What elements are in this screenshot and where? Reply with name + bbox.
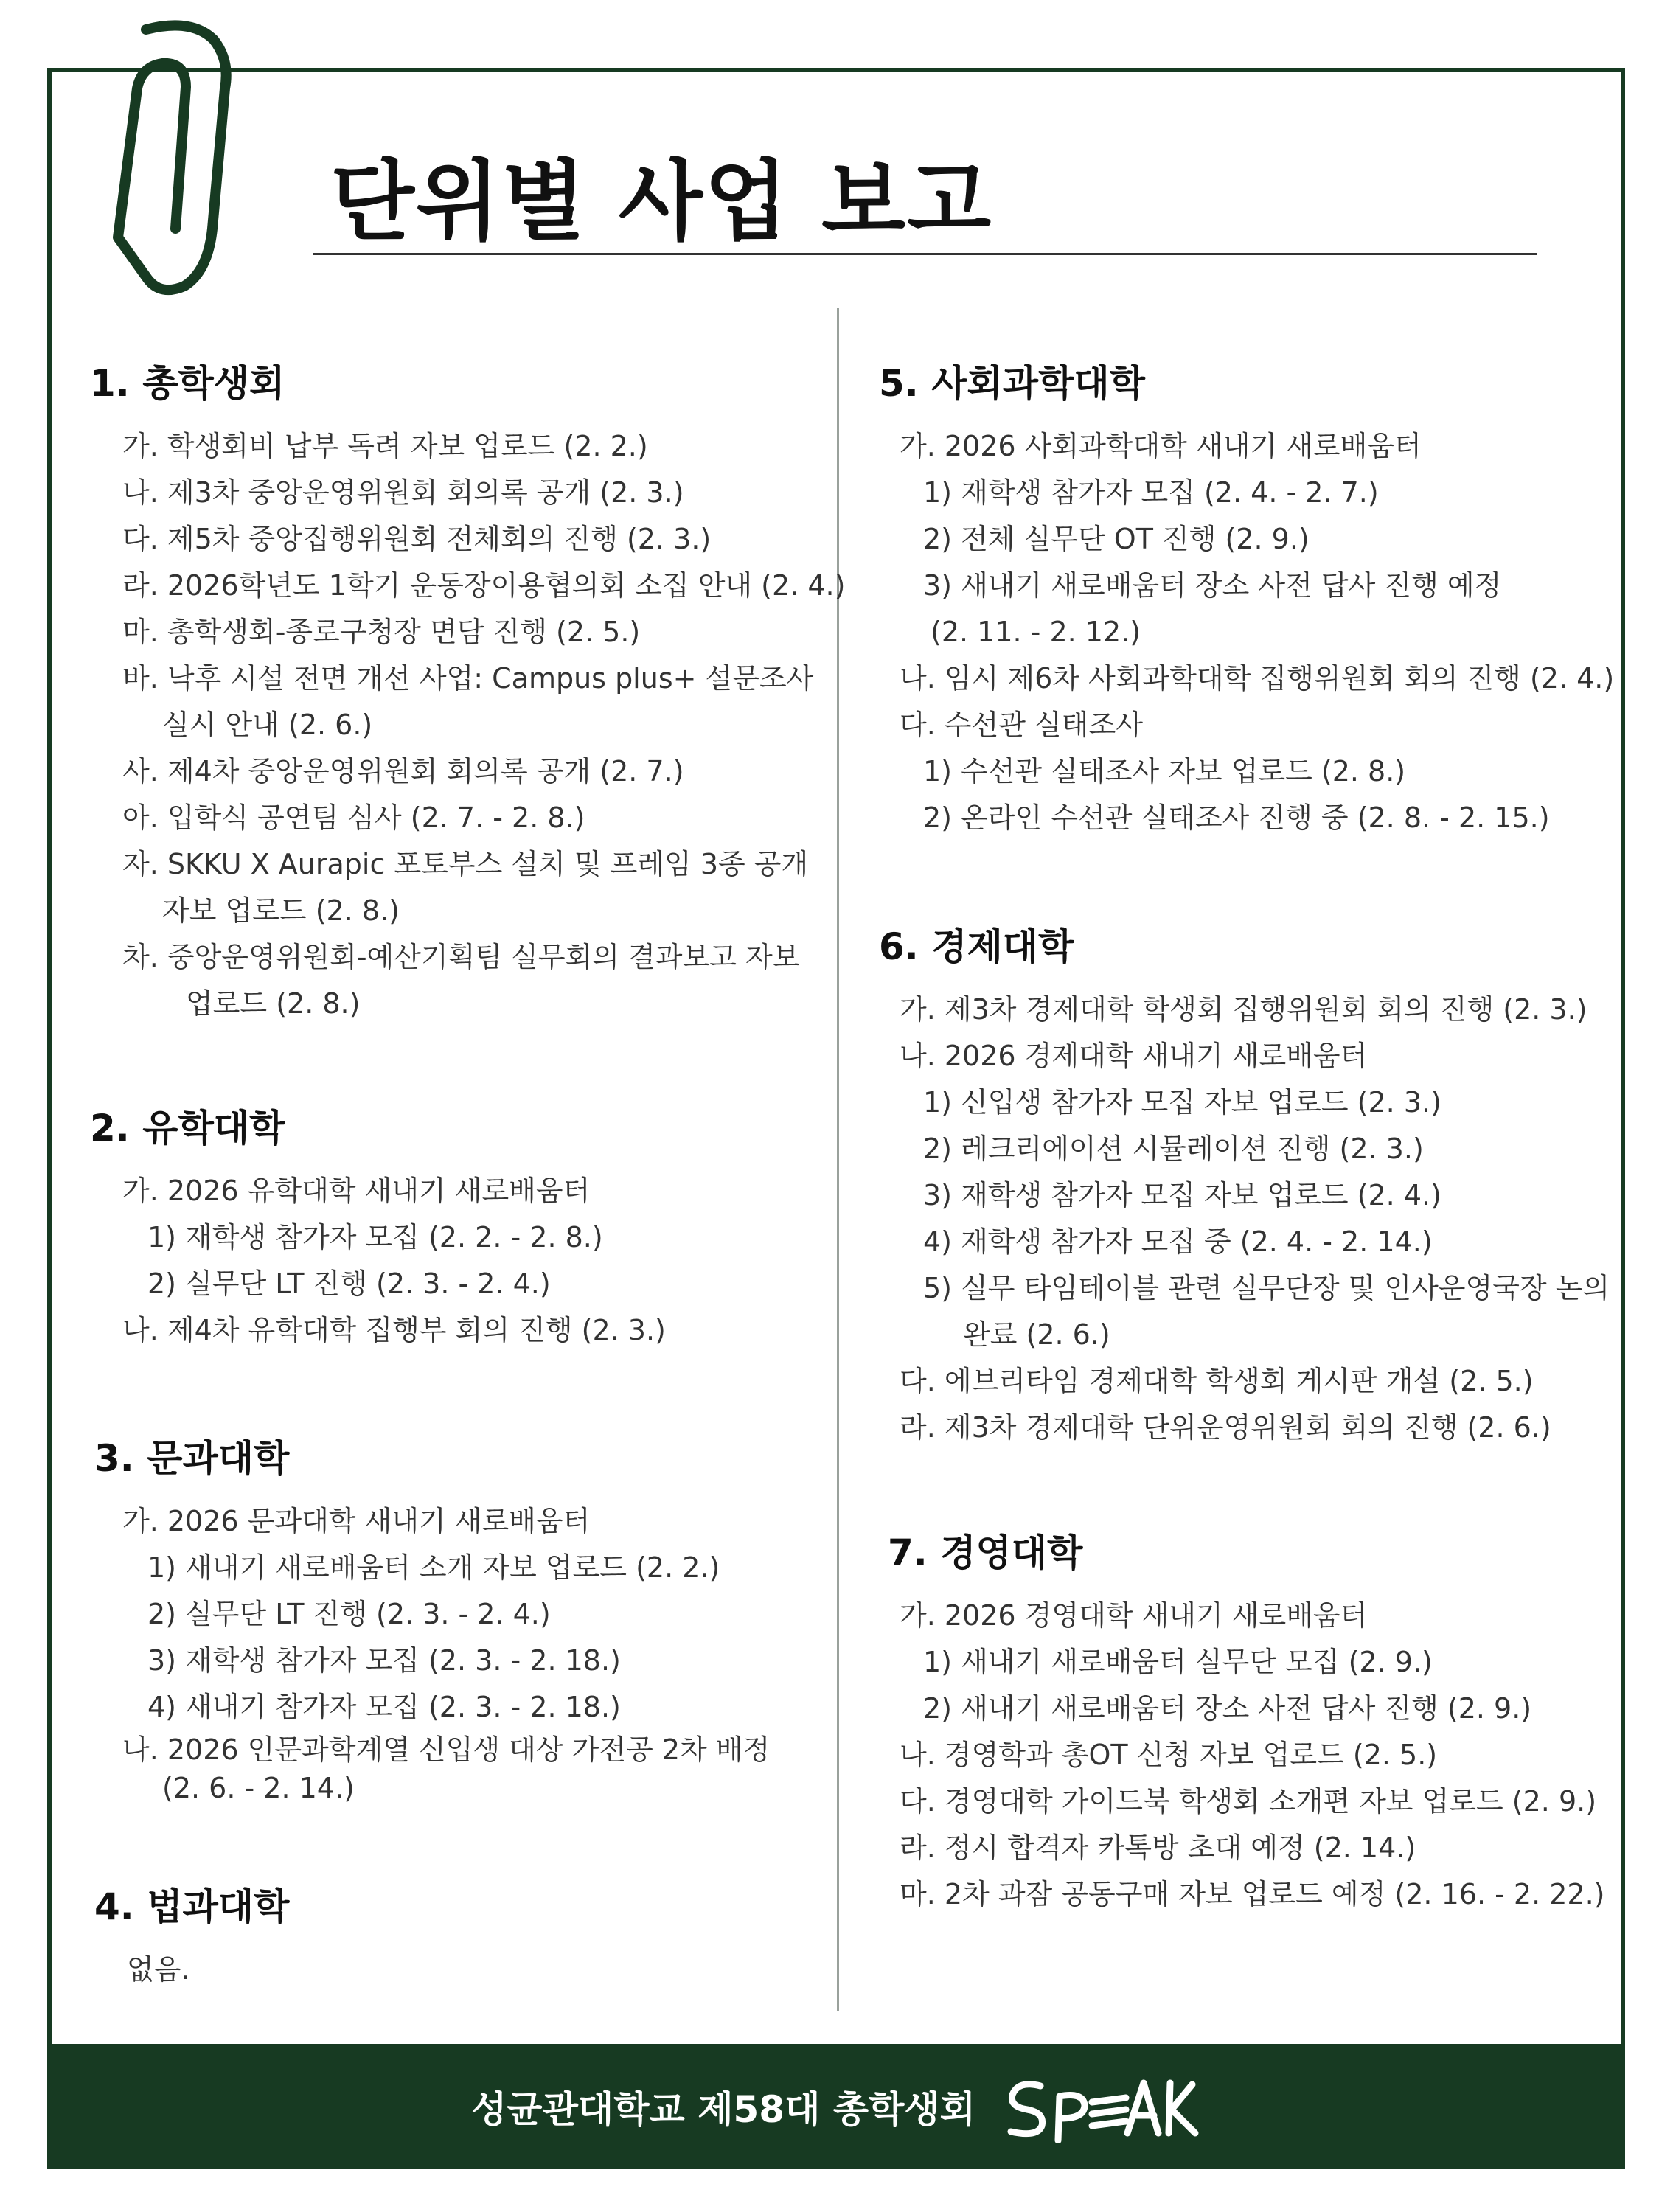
paperclip-icon [103,7,265,302]
list-item: 3) 새내기 새로배움터 장소 사전 답사 진행 예정 [923,569,1502,602]
section-items [879,987,1616,1451]
section-student-council [90,354,846,1027]
list-item: 아. 입학식 공연팀 심사 (2. 7. - 2. 8.) [122,801,585,834]
section-law [90,1877,827,1987]
list-item: 2) 실무단 LT 진행 (2. 3. - 2. 4.) [147,1598,551,1630]
list-item: 4) 재학생 참가자 모집 중 (2. 4. - 2. 14.) [923,1225,1433,1258]
section-items [90,1168,827,1354]
list-item: 2) 새내기 새로배움터 장소 사전 답사 진행 (2. 9.) [923,1692,1532,1725]
list-item: 나. 2026 인문과학계열 신입생 대상 가전공 2차 배정 [122,1733,771,1766]
empty-note: 없음. [127,1953,190,1986]
section-items [90,423,846,1027]
list-item: 가. 2026 문과대학 새내기 새로배움터 [122,1505,591,1537]
list-item: 가. 2026 유학대학 새내기 새로배움터 [122,1175,591,1207]
list-item: 2) 실무단 LT 진행 (2. 3. - 2. 4.) [147,1267,551,1300]
list-item: 4) 새내기 참가자 모집 (2. 3. - 2. 18.) [147,1691,621,1723]
list-item: 가. 2026 사회과학대학 새내기 새로배움터 [900,430,1422,462]
list-item: 5) 실무 타임테이블 관련 실무단장 및 인사운영국장 논의 [923,1272,1610,1304]
section-items [90,1498,827,1807]
list-item: 자보 업로드 (2. 8.) [162,894,400,927]
list-item: (2. 6. - 2. 14.) [162,1772,355,1804]
list-item: 나. 제4차 유학대학 집행부 회의 진행 (2. 3.) [122,1314,666,1346]
list-item: 2) 전체 실무단 OT 진행 (2. 9.) [923,523,1310,555]
section-heading: 2. 유학대학 [90,1107,285,1150]
section-heading: 4. 법과대학 [94,1885,290,1928]
section-heading: 7. 경영대학 [888,1531,1083,1574]
list-item: 1) 수선관 실태조사 자보 업로드 (2. 8.) [923,755,1406,787]
list-item: 자. SKKU X Aurapic 포토부스 설치 및 프레임 3종 공개 [122,848,809,880]
section-heading: 5. 사회과학대학 [879,362,1145,405]
list-item: 마. 2차 과잠 공동구매 자보 업로드 예정 (2. 16. - 2. 22.) [900,1878,1605,1910]
section-items [879,1593,1616,1918]
section-heading: 3. 문과대학 [94,1437,290,1480]
list-item: 라. 2026학년도 1학기 운동장이용협의회 소집 안내 (2. 4.) [122,569,846,602]
speak-logo [1002,2070,1201,2143]
list-item: 가. 학생회비 납부 독려 자보 업로드 (2. 2.) [122,430,648,462]
title-divider [313,253,1537,255]
section-social-sciences [879,354,1616,841]
list-item: 나. 2026 경제대학 새내기 새로배움터 [900,1040,1368,1072]
list-item: 3) 재학생 참가자 모집 자보 업로드 (2. 4.) [923,1179,1441,1211]
list-item: (2. 11. - 2. 12.) [931,616,1141,648]
list-item: 가. 제3차 경제대학 학생회 집행위원회 회의 진행 (2. 3.) [900,993,1587,1026]
section-heading: 6. 경제대학 [879,925,1074,968]
list-item: 1) 새내기 새로배움터 소개 자보 업로드 (2. 2.) [147,1551,720,1584]
list-item: 나. 임시 제6차 사회과학대학 집행위원회 회의 진행 (2. 4.) [900,662,1615,695]
list-item: 1) 신입생 참가자 모집 자보 업로드 (2. 3.) [923,1086,1441,1119]
list-item: 3) 재학생 참가자 모집 (2. 3. - 2. 18.) [147,1644,621,1677]
list-item: 나. 경영학과 총OT 신청 자보 업로드 (2. 5.) [900,1739,1438,1771]
section-items [879,423,1616,841]
list-item: 라. 제3차 경제대학 단위운영위원회 회의 진행 (2. 6.) [900,1411,1551,1444]
list-item: 가. 2026 경영대학 새내기 새로배움터 [900,1599,1368,1632]
list-item: 다. 에브리타임 경제대학 학생회 게시판 개설 (2. 5.) [900,1365,1534,1397]
list-item: 2) 레크리에이션 시뮬레이션 진행 (2. 3.) [923,1133,1424,1165]
list-item: 라. 정시 합격자 카톡방 초대 예정 (2. 14.) [900,1832,1416,1864]
list-item: 완료 (2. 6.) [963,1318,1110,1351]
footer-org-name: 성균관대학교 제58대 총학생회 [471,2088,975,2131]
section-heading: 1. 총학생회 [90,362,285,405]
section-economics [879,917,1616,1451]
list-item: 사. 제4차 중앙운영위원회 회의록 공개 (2. 7.) [122,755,684,787]
list-item: 다. 제5차 중앙집행위원회 전체회의 진행 (2. 3.) [122,523,712,555]
list-item: 바. 낙후 시설 전면 개선 사업: Campus plus+ 설문조사 [122,662,814,695]
list-item: 실시 안내 (2. 6.) [162,709,373,741]
list-item: 업로드 (2. 8.) [186,987,361,1020]
list-item: 1) 재학생 참가자 모집 (2. 4. - 2. 7.) [923,476,1379,509]
section-business [879,1523,1616,1918]
list-item: 차. 중앙운영위원회-예산기획팀 실무회의 결과보고 자보 [122,941,800,973]
list-item: 나. 제3차 중앙운영위원회 회의록 공개 (2. 3.) [122,476,684,509]
footer-bar [47,2044,1625,2169]
page-title: 단위별 사업 보고 [330,150,993,252]
list-item: 다. 수선관 실태조사 [900,709,1143,741]
section-confucian-studies [90,1099,827,1354]
list-item: 다. 경영대학 가이드북 학생회 소개편 자보 업로드 (2. 9.) [900,1785,1597,1818]
list-item: 2) 온라인 수선관 실태조사 진행 중 (2. 8. - 2. 15.) [923,801,1550,834]
list-item: 1) 재학생 참가자 모집 (2. 2. - 2. 8.) [147,1221,603,1253]
list-item: 1) 새내기 새로배움터 실무단 모집 (2. 9.) [923,1646,1433,1678]
list-item: 마. 총학생회-종로구청장 면담 진행 (2. 5.) [122,616,641,648]
section-liberal-arts [90,1429,827,1807]
